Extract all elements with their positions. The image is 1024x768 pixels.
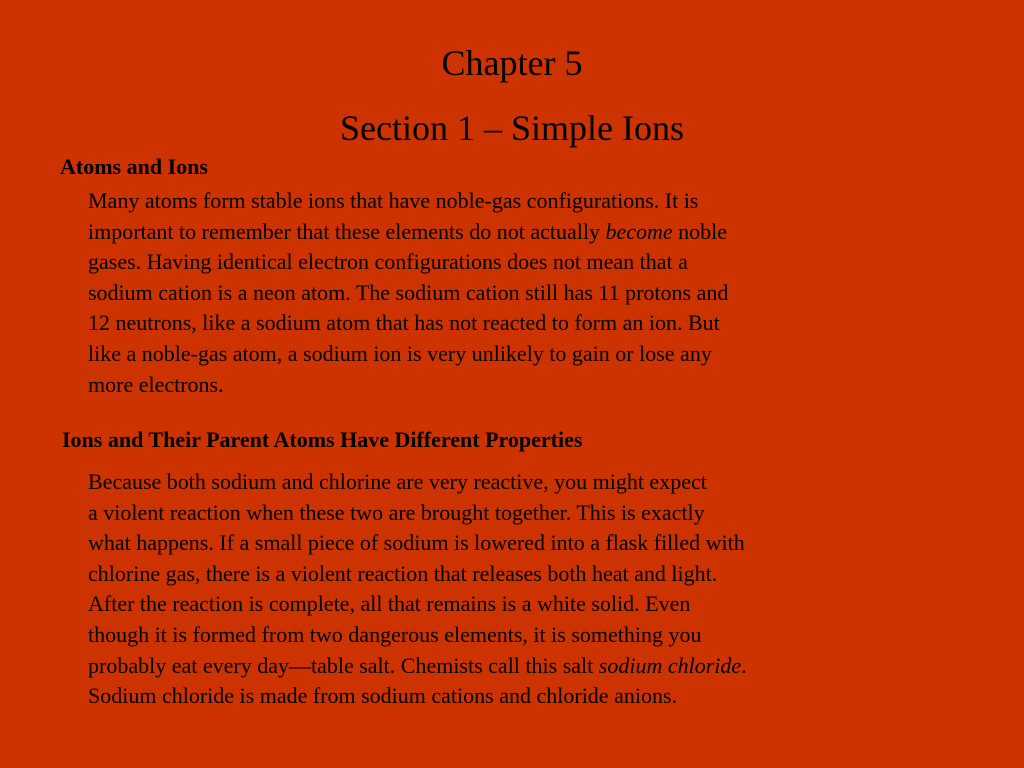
paragraph-text: noble (672, 218, 728, 244)
paragraph-line: more electrons. (88, 371, 224, 397)
heading-ions-and-parent-atoms: Ions and Their Parent Atoms Have Different Properties (62, 427, 583, 452)
chapter-title: Chapter 5 (441, 43, 583, 83)
paragraph-line: Sodium chloride is made from sodium cations and chloride anions. (88, 683, 678, 709)
paragraph-line: though it is formed from two dangerous elements, it is something you (88, 621, 702, 647)
paragraph-text: important to remember that these elements do not actually (88, 218, 606, 244)
paragraph-line: like a noble-gas atom, a sodium ion is very unlikely to gain or lose any (88, 340, 712, 366)
paragraph-line: 12 neutrons, like a sodium atom that has not reacted to form an ion. But (88, 310, 720, 336)
section-title: Section 1 – Simple Ions (340, 108, 684, 148)
paragraph-text: . (741, 652, 747, 678)
paragraph-line: chlorine gas, there is a violent reaction that releases both heat and light. (88, 560, 718, 586)
paragraph-line: sodium cation is a neon atom. The sodium cation still has 11 protons and (88, 279, 729, 305)
paragraph-line: what happens. If a small piece of sodium is lowered into a flask filled with (88, 530, 745, 556)
paragraph-line: After the reaction is complete, all that remains is a white solid. Even (88, 591, 691, 617)
paragraph-text: probably eat every day—table salt. Chemists call this salt (88, 652, 599, 678)
paragraph-atoms-and-ions (88, 186, 728, 400)
heading-atoms-and-ions: Atoms and Ions (60, 154, 208, 179)
paragraph-ions-and-parent-atoms (88, 467, 747, 712)
emphasis-text: become (605, 218, 673, 244)
paragraph-line (88, 651, 747, 682)
paragraph-line: Many atoms form stable ions that have noble-gas configurations. It is (88, 188, 699, 213)
paragraph-line: a violent reaction when these two are brought together. This is exactly (88, 499, 705, 525)
paragraph-line (88, 217, 728, 248)
paragraph-line: Because both sodium and chlorine are very reactive, you might expect (88, 469, 707, 494)
emphasis-text: sodium chloride (598, 652, 742, 678)
paragraph-line: gases. Having identical electron configurations does not mean that a (88, 249, 688, 275)
